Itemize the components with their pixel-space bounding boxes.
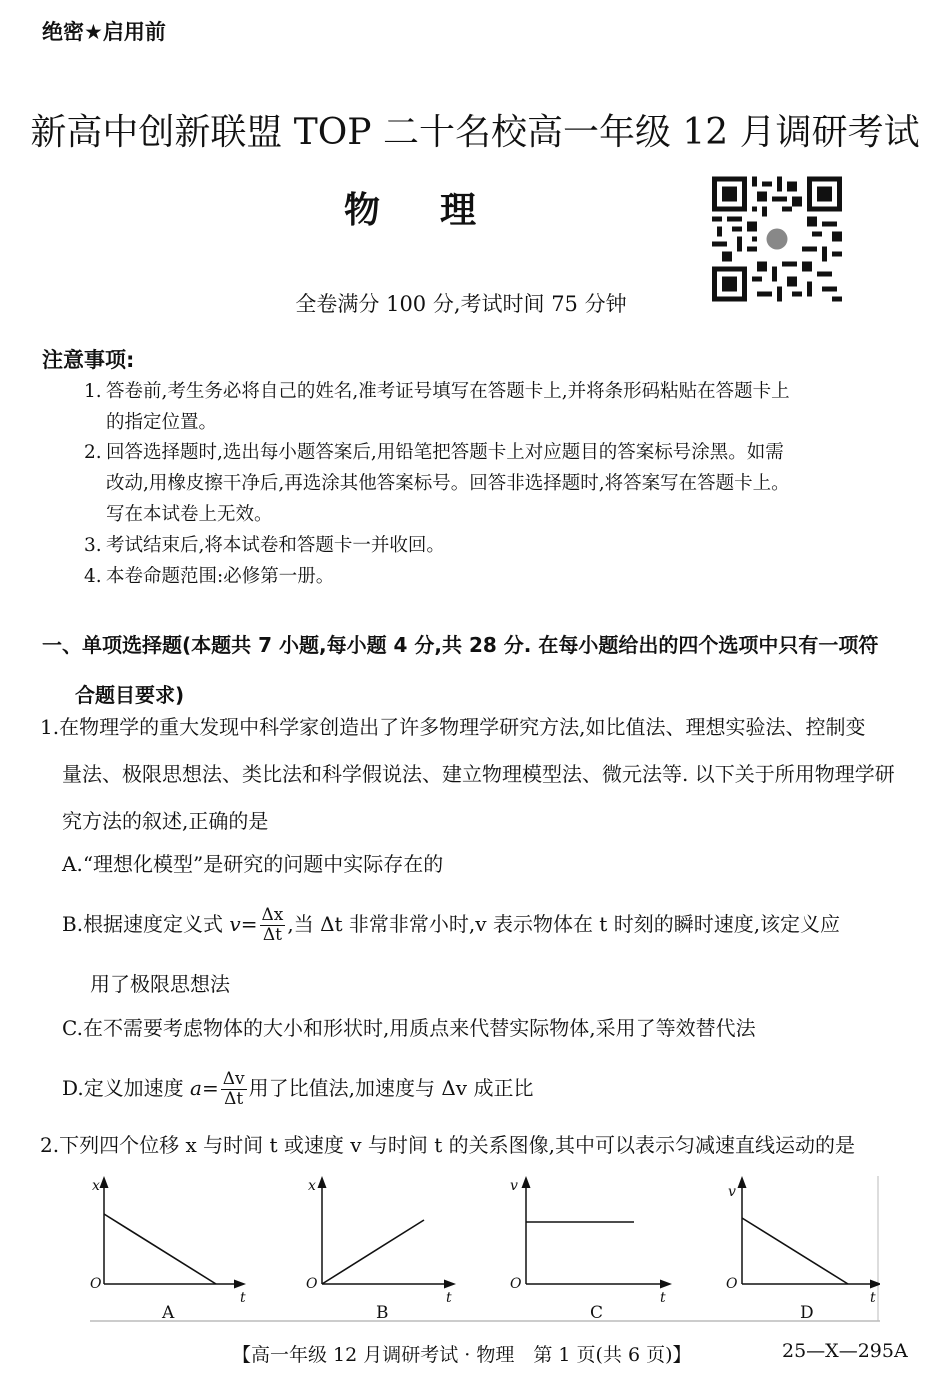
graph-a (90, 1178, 246, 1323)
fraction (221, 1070, 247, 1109)
equals-sign: = (240, 912, 258, 936)
graph-line (104, 1214, 216, 1284)
option-text: “理想化模型”是研究的问题中实际存在的 (82, 852, 444, 876)
footer-code: 25—X—295A (782, 1340, 908, 1362)
graph-label: B (376, 1303, 389, 1323)
note-number: 1. (84, 381, 102, 402)
question-number: 2. (40, 1133, 60, 1157)
option-label: D. (62, 1076, 84, 1100)
option-a (62, 836, 922, 892)
confidential-label: 绝密★启用前 (42, 20, 166, 44)
option-label: B. (62, 912, 84, 936)
origin-label: O (726, 1276, 738, 1292)
y-axis-label: v (728, 1184, 736, 1200)
option-label: C. (62, 1016, 83, 1040)
option-b (62, 896, 922, 1016)
graph-label: C (590, 1303, 604, 1323)
graph-line (742, 1218, 848, 1284)
x-axis-label: t (240, 1290, 246, 1306)
option-text: 定义加速度 (83, 1076, 191, 1100)
graph-b (306, 1178, 452, 1323)
graph-label: D (800, 1303, 814, 1323)
note-text: 考试结束后,将本试卷和答题卡一并收回。 (106, 535, 445, 556)
y-axis-label: v (510, 1178, 518, 1194)
origin-label: O (90, 1276, 102, 1292)
question-1 (40, 704, 920, 845)
option-text: 用了比值法,加速度与 Δv 成正比 (248, 1076, 534, 1100)
question-number: 1. (40, 715, 60, 739)
note-number: 2. (84, 442, 102, 463)
note-text: 的指定位置。 (106, 412, 218, 433)
question-text: 究方法的叙述,正确的是 (62, 809, 269, 833)
note-item (84, 561, 914, 592)
score-info: 全卷满分 100 分,考试时间 75 分钟 (295, 292, 627, 316)
math-variable: v (229, 912, 241, 936)
x-axis-label: t (660, 1290, 666, 1306)
note-text: 回答选择题时,选出每小题答案后,用铅笔把答题卡上对应题目的答案标号涂黑。如需 (106, 442, 784, 463)
option-text: 根据速度定义式 (83, 912, 230, 936)
graph-d (726, 1182, 876, 1323)
y-axis-label: x (92, 1178, 100, 1194)
note-item (84, 376, 914, 438)
section-heading-text: 一、单项选择题(本题共 7 小题,每小题 4 分,共 28 分. 在每小题给出的四个选项中只有一项符 (42, 633, 879, 657)
option-d (62, 1060, 922, 1116)
note-item (84, 530, 914, 561)
note-number: 3. (84, 535, 102, 556)
note-text: 答卷前,考生务必将自己的姓名,准考证号填写在答题卡上,并将条形码粘贴在答题卡上 (106, 381, 790, 402)
y-axis-label: x (308, 1178, 316, 1194)
option-text: 用了极限思想法 (90, 972, 230, 996)
section-heading-text: 合题目要求) (75, 683, 185, 707)
footer-page-info: 【高一年级 12 月调研考试 · 物理 第 1 页(共 6 页)】 (232, 1344, 692, 1366)
motion-graphs (90, 1176, 880, 1326)
graph-c (510, 1178, 666, 1323)
question-2 (40, 1122, 920, 1169)
note-item (84, 437, 914, 530)
equals-sign: = (201, 1076, 219, 1100)
origin-label: O (510, 1276, 522, 1292)
denominator: Δt (262, 925, 282, 945)
question-text: 下列四个位移 x 与时间 t 或速度 v 与时间 t 的关系图像,其中可以表示匀减速直线运动的是 (59, 1133, 855, 1157)
note-text: 本卷命题范围:必修第一册。 (106, 566, 335, 587)
notes-title: 注意事项: (42, 348, 135, 372)
exam-title: 新高中创新联盟 TOP 二十名校高一年级 12 月调研考试 (30, 112, 920, 153)
option-text: 在不需要考虑物体的大小和形状时,用质点来代替实际物体,采用了等效替代法 (82, 1016, 756, 1040)
graph-label: A (162, 1303, 175, 1323)
numerator: Δx (261, 905, 284, 925)
question-text: 量法、极限思想法、类比法和科学假说法、建立物理模型法、微元法等. 以下关于所用物理学研 (62, 762, 895, 786)
option-text: ,当 Δt 非常非常小时,v 表示物体在 t 时刻的瞬时速度,该定义应 (287, 912, 841, 936)
denominator: Δt (224, 1089, 244, 1109)
note-text: 改动,用橡皮擦干净后,再选涂其他答案标号。回答非选择题时,将答案写在答题卡上。 (106, 473, 790, 494)
option-c (62, 1000, 922, 1056)
graph-line (322, 1220, 424, 1284)
qr-code (712, 176, 842, 302)
origin-label: O (306, 1276, 318, 1292)
note-text: 写在本试卷上无效。 (106, 504, 273, 525)
x-axis-label: t (446, 1290, 452, 1306)
numerator: Δv (222, 1069, 245, 1089)
question-text: 在物理学的重大发现中科学家创造出了许多物理学研究方法,如比值法、理想实验法、控制变 (59, 715, 866, 739)
option-label: A. (62, 852, 83, 876)
fraction (260, 906, 286, 945)
note-number: 4. (84, 566, 102, 587)
subject-title: 物理 (343, 190, 536, 231)
math-variable: a (190, 1076, 202, 1100)
x-axis-label: t (870, 1290, 876, 1306)
